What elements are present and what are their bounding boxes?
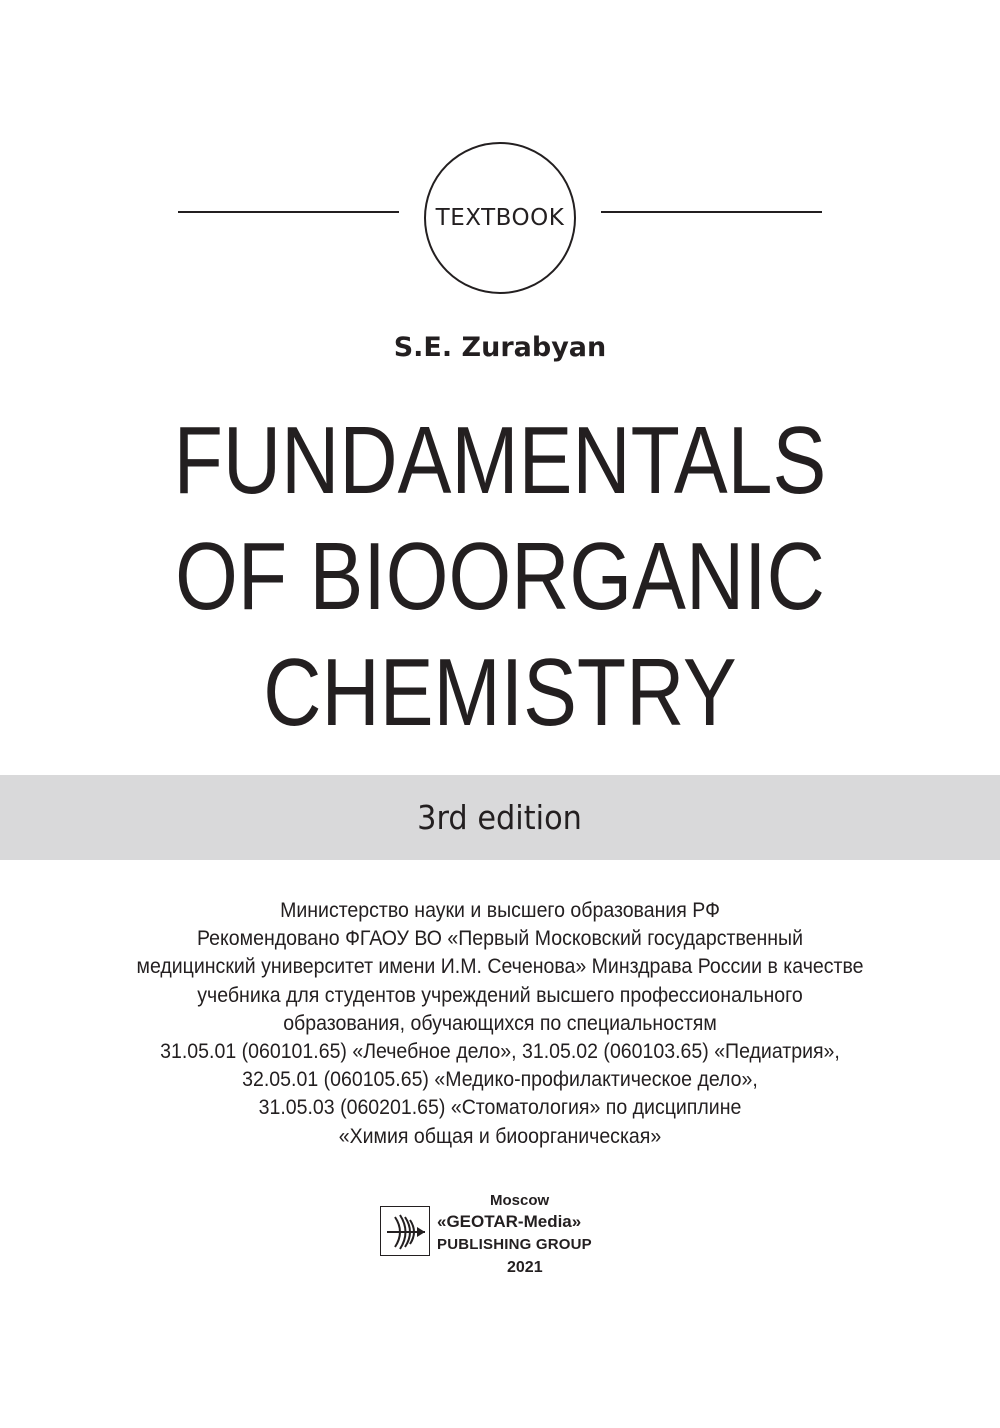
- approval-line-1: Министерство науки и высшего образования РФ: [280, 899, 720, 922]
- approval-line-9: «Химия общая и биоорганическая»: [338, 1124, 662, 1148]
- edition-label: 3rd edition: [417, 798, 583, 837]
- right-divider-line: [601, 211, 822, 213]
- publisher-imprint: [380, 1192, 630, 1287]
- approval-line-6: 31.05.01 (060101.65) «Лечебное дело», 31.05.02 (060103.65) «Педиатрия»,: [160, 1040, 840, 1064]
- approval-line-2: Рекомендовано ФГАОУ ВО «Первый Московский государственный: [196, 927, 804, 951]
- edition-band: [0, 775, 1000, 860]
- left-divider-line: [178, 211, 399, 213]
- geotar-logo-icon: [380, 1206, 430, 1256]
- title-line-1: FUNDAMENTALS: [173, 407, 827, 514]
- publication-year: 2021: [507, 1259, 543, 1276]
- approval-text: [35, 897, 965, 1151]
- approval-line-7: 32.05.01 (060105.65) «Медико-профилактическое дело»,: [242, 1068, 758, 1092]
- approval-line-8: 31.05.03 (060201.65) «Стоматология» по дисциплине: [258, 1096, 742, 1120]
- publisher-group: PUBLISHING GROUP: [437, 1236, 592, 1253]
- approval-line-4: учебника для студентов учреждений высшего профессионального: [197, 983, 803, 1007]
- approval-line-3: медицинский университет имени И.М. Сеченова» Минздрава России в качестве: [136, 955, 864, 979]
- approval-line-5: образования, обучающихся по специальностям: [283, 1011, 717, 1035]
- title-line-3: CHEMISTRY: [263, 639, 737, 746]
- author-name: S.E. Zurabyan: [393, 332, 607, 363]
- title-line-2: OF BIOORGANIC: [175, 523, 825, 630]
- publisher-name: «GEOTAR-Media»: [437, 1212, 582, 1231]
- textbook-badge: [424, 142, 576, 294]
- textbook-badge-label: TEXTBOOK: [435, 205, 565, 231]
- publisher-city: Moscow: [490, 1192, 550, 1209]
- book-title: [80, 403, 920, 751]
